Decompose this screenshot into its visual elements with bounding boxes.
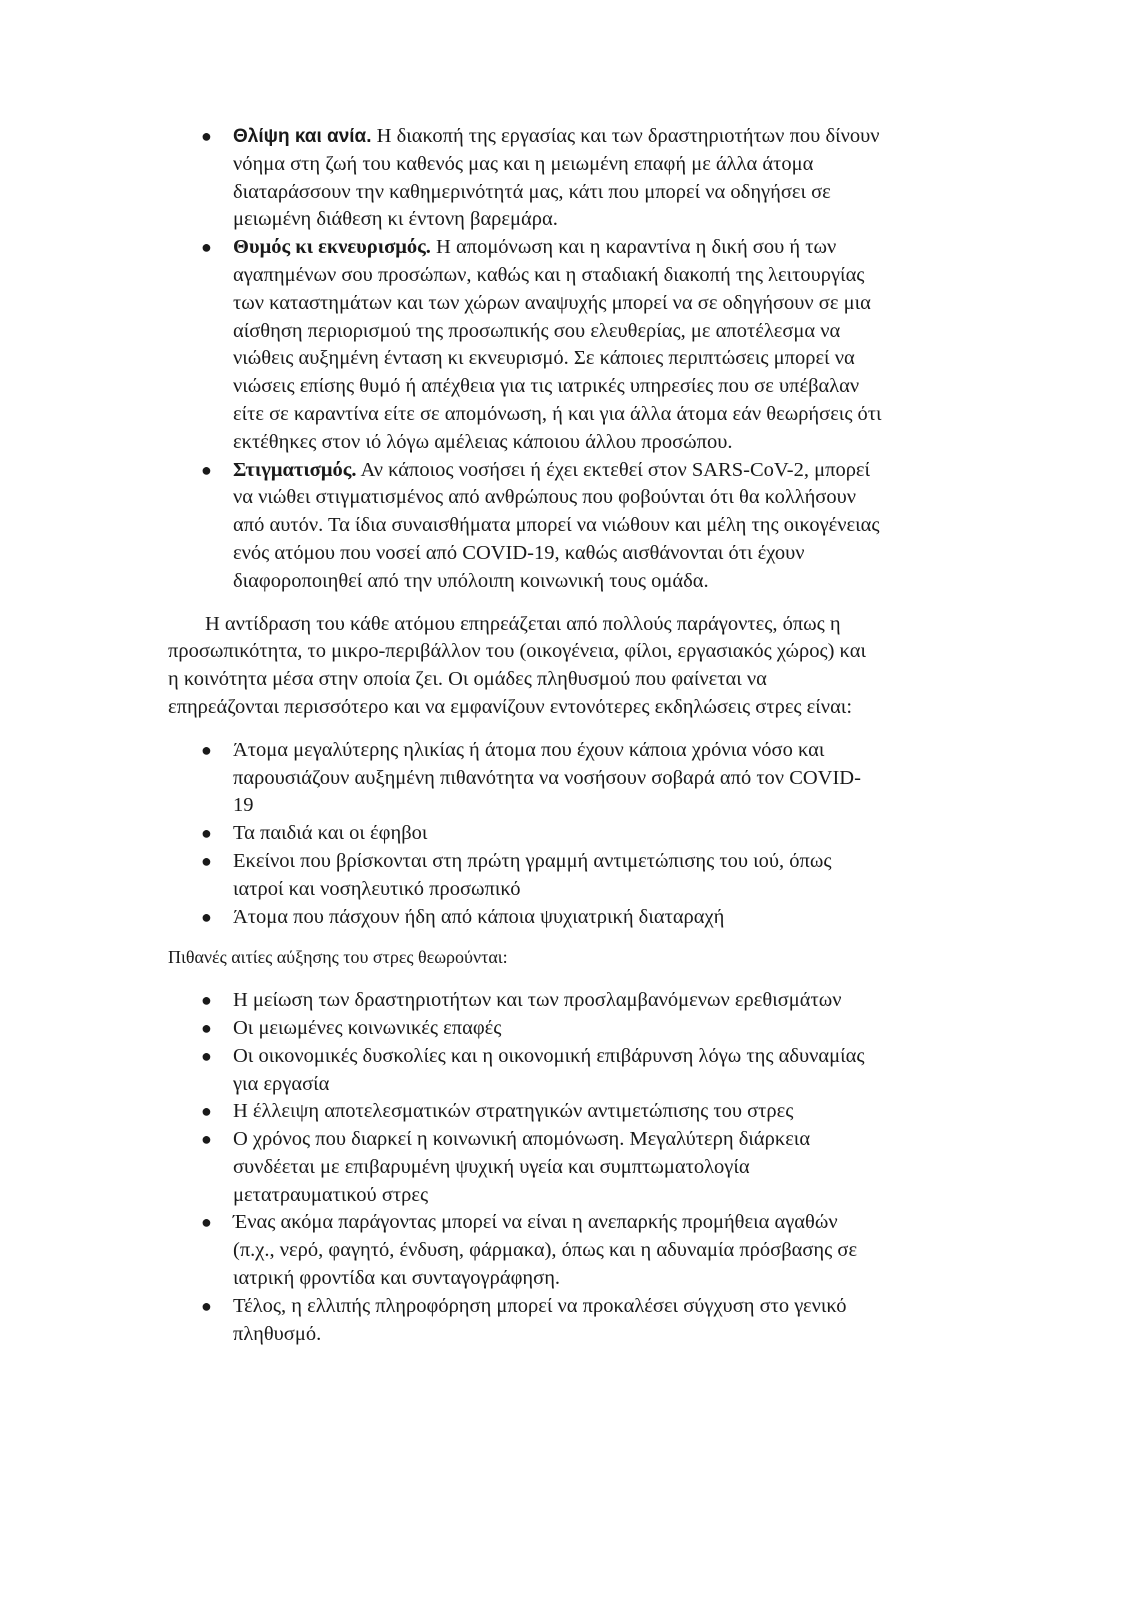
text-line: ενός ατόμου που νοσεί από COVID-19, καθώς αισθάνονται ότι έχουν [233,541,805,564]
stress-causes-list [168,987,948,1348]
text-line: παρουσιάζουν αυξημένη πιθανότητα να νοσήσουν σοβαρά από τον COVID- [233,766,861,789]
text-line: Η αντίδραση του κάθε ατόμου επηρεάζεται από πολλούς παράγοντες, όπως η [205,612,841,635]
list-item [168,1015,948,1043]
text-line: πληθυσμό. [233,1322,322,1345]
bullet-icon: ● [201,1295,212,1316]
bullet-icon: ● [201,1129,212,1150]
list-item [168,1043,948,1099]
list-item [168,1209,948,1292]
text-line [233,123,948,151]
text-line: Άτομα μεγαλύτερης ηλικίας ή άτομα που έχουν κάποια χρόνια νόσο και [233,738,825,761]
text-line: αίσθηση περιορισμού της προσωπικής σου ελευθερίας, με αποτέλεσμα να [233,319,841,342]
list-item [168,457,948,596]
bullet-icon: ● [201,237,212,258]
reaction-paragraph [168,611,948,722]
text-line: για εργασία [233,1072,330,1095]
text-line: εκτέθηκες στον ιό λόγω αμέλειας κάποιου άλλου προσώπου. [233,430,733,453]
item-label: Θλίψη και ανία. [233,126,372,147]
list-item [168,123,948,234]
item-text: Αν κάποιος νοσήσει ή έχει εκτεθεί στον SARS-CoV-2, μπορεί [356,458,871,481]
list-item [168,820,948,848]
text-line [233,457,948,485]
text-line: είτε σε καραντίνα είτε σε απομόνωση, ή και για άλλα άτομα εάν θεωρήσεις ότι [233,402,882,425]
bullet-icon: ● [201,1045,212,1066]
bullet-icon: ● [201,1101,212,1122]
text-line: μειωμένη διάθεση κι έντονη βαρεμάρα. [233,208,558,231]
bullet-icon: ● [201,1017,212,1038]
text-line: συνδέεται με επιβαρυμένη ψυχική υγεία και συμπτωματολογία [233,1155,750,1178]
text-line: από αυτόν. Τα ίδια συναισθήματα μπορεί να νιώθουν και μέλη της οικογένειας [233,514,880,537]
text-line: μετατραυματικού στρες [233,1183,429,1206]
text-line: αγαπημένων σου προσώπων, καθώς και η σταδιακή διακοπή της λειτουργίας [233,263,865,286]
text-line: Οι οικονομικές δυσκολίες και η οικονομική επιβάρυνση λόγω της αδυναμίας [233,1044,865,1067]
emotions-list [168,123,948,596]
list-item [168,1098,948,1126]
text-line: ιατροί και νοσηλευτικό προσωπικό [233,877,521,900]
text-line: Η μείωση των δραστηριοτήτων και των προσλαμβανόμενων ερεθισμάτων [233,989,842,1012]
text-line: Οι μειωμένες κοινωνικές επαφές [233,1016,502,1039]
text-line: Η έλλειψη αποτελεσματικών στρατηγικών αντιμετώπισης του στρες [233,1100,794,1123]
list-item [168,1126,948,1209]
item-text: Η απομόνωση και η καραντίνα η δική σου ή των [430,236,837,259]
text-line: (π.χ., νερό, φαγητό, ένδυση, φάρμακα), όπως και η αδυναμία πρόσβασης σε [233,1239,858,1262]
causes-intro: Πιθανές αιτίες αύξησης του στρες θεωρούνται: [168,947,508,968]
bullet-icon: ● [201,823,212,844]
bullet-icon: ● [201,126,212,146]
text-line [233,234,948,262]
text-line: Τέλος, η ελλιπής πληροφόρηση μπορεί να προκαλέσει σύγχυση στο γενικό [233,1294,847,1317]
text-line: επηρεάζονται περισσότερο και να εμφανίζουν εντονότερες εκδηλώσεις στρες είναι: [168,695,853,718]
list-item [168,904,948,932]
text-line: νιώσεις επίσης θυμό ή απέχθεια για τις ιατρικές υπηρεσίες που σε υπέβαλαν [233,375,860,398]
bullet-icon: ● [201,850,212,871]
list-item [168,848,948,904]
text-line: Ο χρόνος που διαρκεί η κοινωνική απομόνωση. Μεγαλύτερη διάρκεια [233,1128,811,1151]
bullet-icon: ● [201,1212,212,1233]
text-line: η κοινότητα μέσα στην οποία ζει. Οι ομάδες πληθυσμού που φαίνεται να [168,668,767,691]
text-line: ιατρική φροντίδα και συνταγογράφηση. [233,1267,561,1290]
document-page [168,123,948,1348]
bullet-icon: ● [201,459,212,480]
item-label: Θυμός κι εκνευρισμός. [233,236,431,259]
text-line: προσωπικότητα, το μικρο-περιβάλλον του (οικογένεια, φίλοι, εργασιακός χώρος) και [168,640,866,663]
text-line: Τα παιδιά και οι έφηβοι [233,822,428,845]
text-line: των καταστημάτων και των χώρων αναψυχής μπορεί να σε οδηγήσουν σε μια [233,291,871,314]
text-line: διαφοροποιηθεί από την υπόλοιπη κοινωνική τους ομάδα. [233,569,709,592]
text-line: 19 [233,794,254,817]
vulnerable-groups-list [168,737,948,932]
list-item [168,737,948,820]
text-line: να νιώθει στιγματισμένος από ανθρώπους που φοβούνται ότι θα κολλήσουν [233,486,857,509]
bullet-icon: ● [201,990,212,1011]
text-line: Ένας ακόμα παράγοντας μπορεί να είναι η ανεπαρκής προμήθεια αγαθών [233,1211,838,1234]
bullet-icon: ● [201,739,212,760]
bullet-icon: ● [201,906,212,927]
list-item [168,1293,948,1349]
text-line: Άτομα που πάσχουν ήδη από κάποια ψυχιατρική διαταραχή [233,905,725,928]
list-item [168,234,948,456]
item-label: Στιγματισμός. [233,458,357,481]
text-line: Εκείνοι που βρίσκονται στη πρώτη γραμμή αντιμετώπισης του ιού, όπως [233,849,832,872]
list-item [168,987,948,1015]
text-line: διαταράσσουν την καθημερινότητά μας, κάτι που μπορεί να οδηγήσει σε [233,180,831,203]
text-line: νόημα στη ζωή του καθενός μας και η μειωμένη επαφή με άλλα άτομα [233,152,814,175]
text-line: νιώθεις αυξημένη ένταση κι εκνευρισμό. Σε κάποιες περιπτώσεις μπορεί να [233,347,855,370]
item-text: Η διακοπή της εργασίας και των δραστηριοτήτων που δίνουν [371,125,880,147]
